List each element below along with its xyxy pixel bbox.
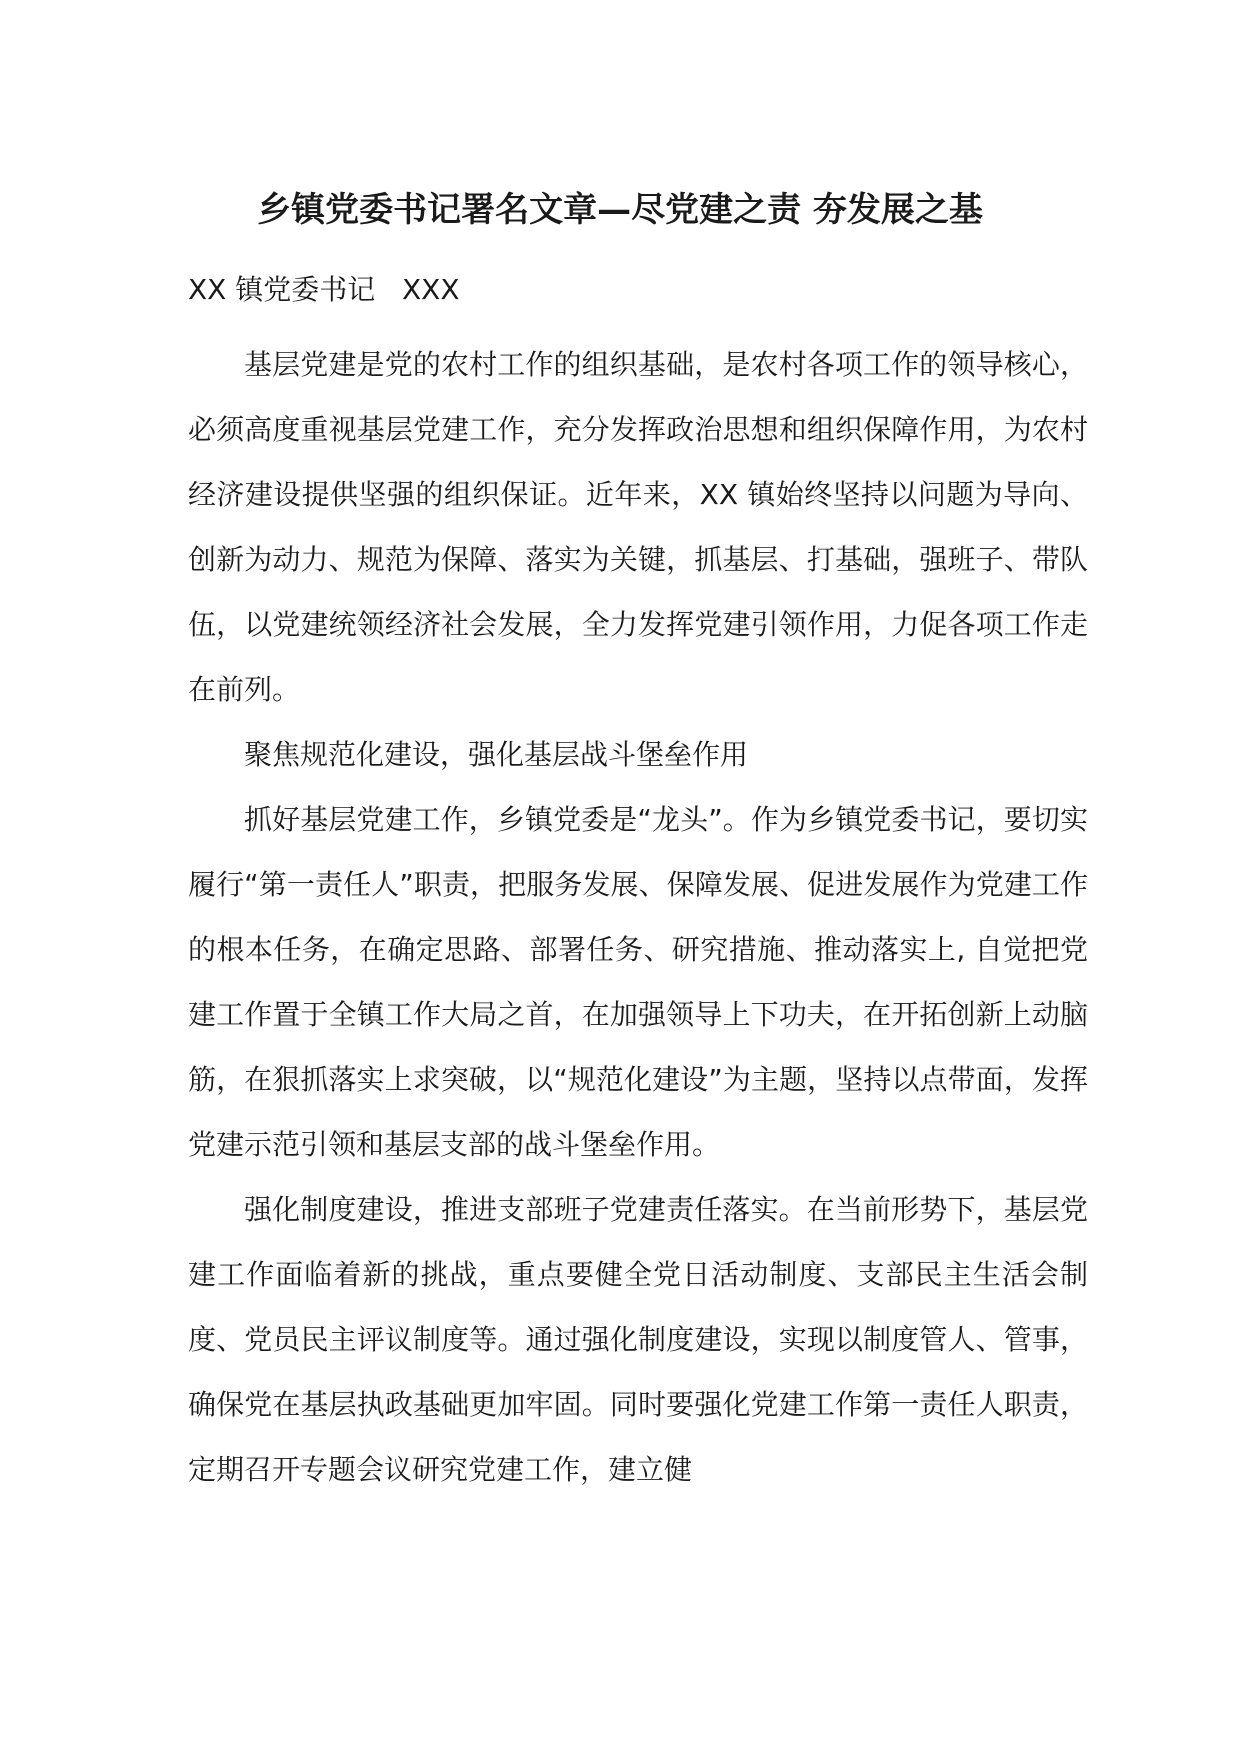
- document-title: 乡镇党委书记署名文章—尽党建之责 夯发展之基: [257, 190, 983, 230]
- paragraph-intro: 基层党建是党的农村工作的组织基础，是农村各项工作的领导核心，必须高度重视基层党建工作，充分发挥政治思想和组织保障作用，为农村经济建设提供坚强的组织保证。近年来，XX 镇始终坚持以问题为导向、创新为动力、规范为保障、落实为关键，抓基层、打基础，强班子、带队伍，以党建统领经济社会发展，全力发挥党建引领作用，力促各项工作走在前列。: [188, 348, 1088, 706]
- paragraph-leadership: 抓好基层党建工作，乡镇党委是“龙头”。作为乡镇党委书记，要切实履行“第一责任人”职责，把服务发展、保障发展、促进发展作为党建工作的根本任务，在确定思路、部署任务、研究措施、推动落实上, 自觉把党建工作置于全镇工作大局之首，在加强领导上下功夫，在开拓创新上动脑筋，在狠抓落实上求突破，以“规范化建设”为主题，坚持以点带面，发挥党建示范引领和基层支部的战斗堡垒作用。: [188, 803, 1088, 1161]
- paragraph-system-building: 强化制度建设，推进支部班子党建责任落实。在当前形势下，基层党建工作面临着新的挑战，重点要健全党日活动制度、支部民主生活会制度、党员民主评议制度等。通过强化制度建设，实现以制度管人、管事，确保党在基层执政基础更加牢固。同时要强化党建工作第一责任人职责，定期召开专题会议研究党建工作，建立健: [188, 1193, 1088, 1486]
- author-byline: XX 镇党委书记 XXX: [188, 273, 460, 306]
- section-heading: 聚焦规范化建设，强化基层战斗堡垒作用: [244, 738, 749, 771]
- document-body: [188, 332, 1088, 1502]
